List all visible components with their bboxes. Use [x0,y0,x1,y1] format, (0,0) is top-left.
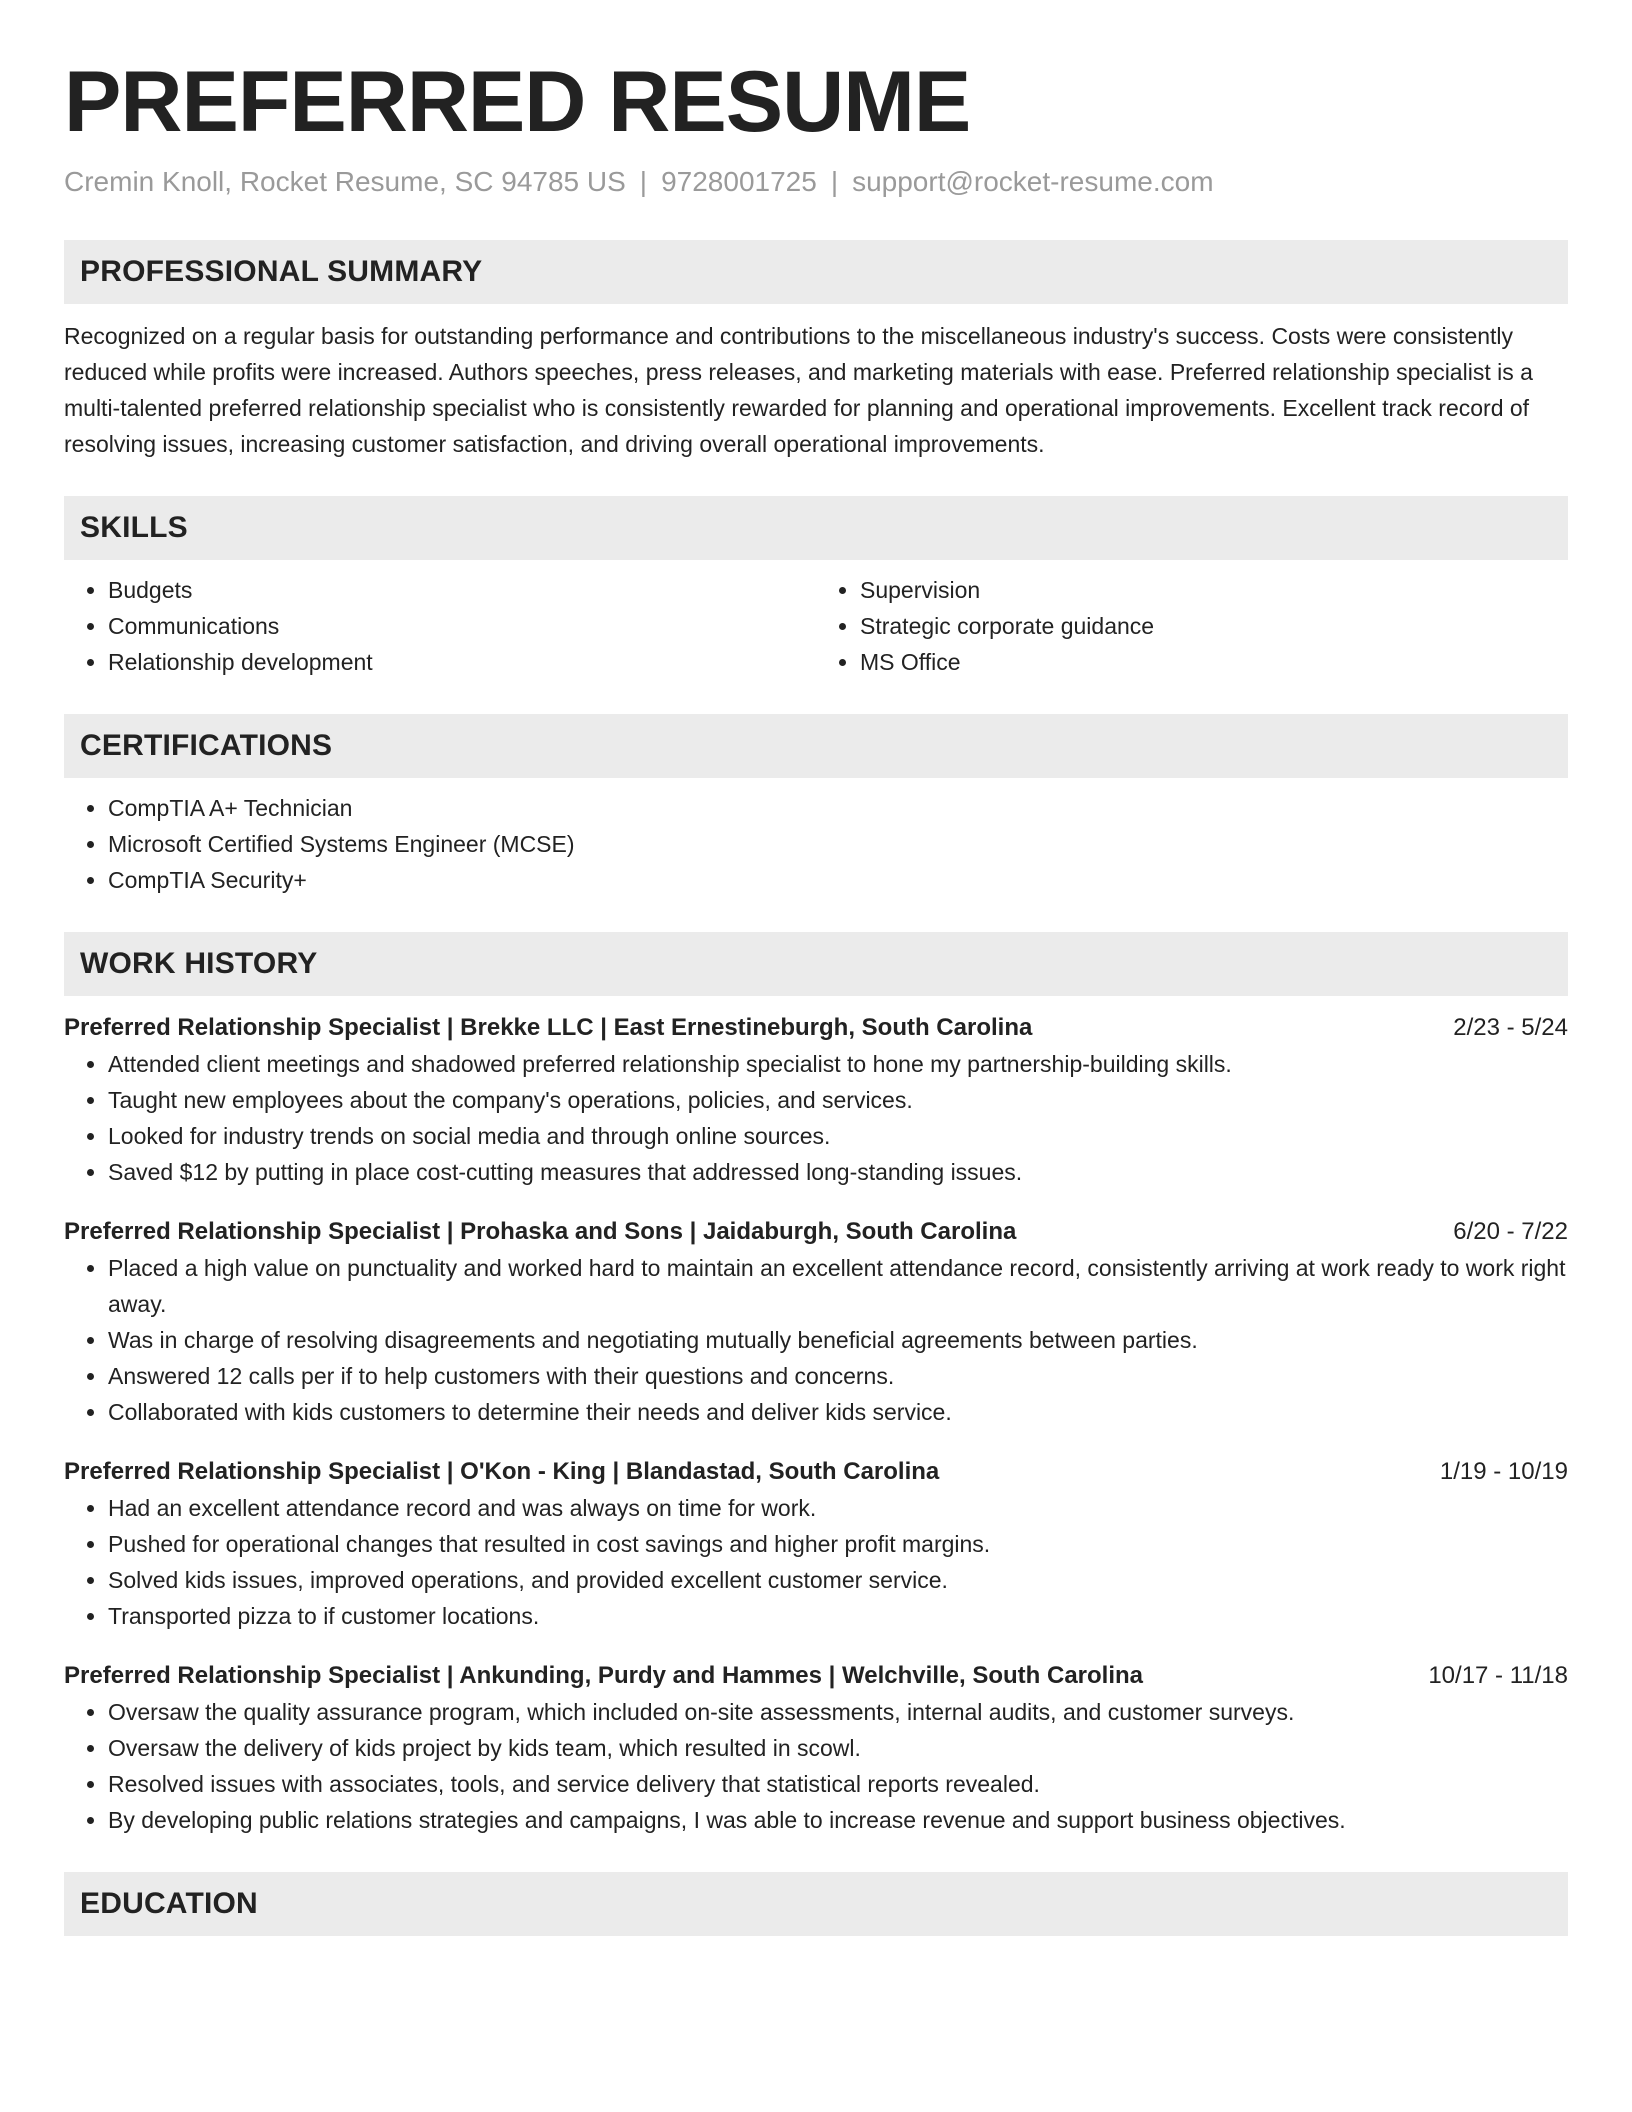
skill-item: • Strategic corporate guidance [860,608,1568,644]
job-bullet: • By developing public relations strategies and campaigns, I was able to increase revenue and support business objectives. [108,1802,1568,1838]
job-bullet: • Saved $12 by putting in place cost-cutting measures that addressed long-standing issues. [108,1154,1568,1190]
job-bullets [64,1694,1568,1838]
job-bullet: • Taught new employees about the company's operations, policies, and services. [108,1082,1568,1118]
job-header [64,1658,1568,1694]
certifications-section-header [64,714,1568,778]
job-dates: 10/17 - 11/18 [1428,1662,1568,1689]
certification-item: • Microsoft Certified Systems Engineer (MCSE) [108,826,1568,862]
job-header [64,1454,1568,1490]
job-title: Preferred Relationship Specialist | Brekke LLC | East Ernestineburgh, South Carolina [64,1014,1033,1041]
certification-item: • CompTIA A+ Technician [108,790,1568,826]
certification-item: • CompTIA Security+ [108,862,1568,898]
job-bullet: • Transported pizza to if customer locations. [108,1598,1568,1634]
job-bullet: • Solved kids issues, improved operations, and provided excellent customer service. [108,1562,1568,1598]
job-entry [64,1214,1568,1430]
skills-list-left [64,572,816,680]
summary-text: Recognized on a regular basis for outstanding performance and contributions to the miscellaneous industry's success. Costs were consistently reduced while profits were increased. Authors speeches, press releases, and marketing materials with ease. Preferred relationship specialist is a multi-talented preferred relationship specialist who is consistently rewarded for planning and operational improvements. Excellent track record of resolving issues, increasing customer satisfaction, and driving overall operational improvements. [64,323,1533,457]
contact-line [64,164,1568,200]
job-title: Preferred Relationship Specialist | O'Kon - King | Blandastad, South Carolina [64,1458,940,1485]
summary-heading: PROFESSIONAL SUMMARY [80,255,483,288]
skill-item: • MS Office [860,644,1568,680]
job-bullet: • Collaborated with kids customers to determine their needs and deliver kids service. [108,1394,1568,1430]
work-history-heading: WORK HISTORY [80,947,318,980]
skills-section-header [64,496,1568,560]
job-dates: 2/23 - 5/24 [1453,1014,1568,1041]
job-bullet: • Had an excellent attendance record and was always on time for work. [108,1490,1568,1526]
job-bullets [64,1046,1568,1190]
job-bullet: • Attended client meetings and shadowed preferred relationship specialist to hone my partnership-building skills. [108,1046,1568,1082]
job-title: Preferred Relationship Specialist | Prohaska and Sons | Jaidaburgh, South Carolina [64,1218,1017,1245]
skills-grid [64,572,1568,680]
job-dates: 1/19 - 10/19 [1439,1458,1568,1485]
job-bullet: • Was in charge of resolving disagreements and negotiating mutually beneficial agreements between parties. [108,1322,1568,1358]
skill-item: • Relationship development [108,644,816,680]
certifications-list [64,790,1568,898]
job-entry [64,1454,1568,1634]
job-header [64,1010,1568,1046]
job-bullet: • Resolved issues with associates, tools, and service delivery that statistical reports revealed. [108,1766,1568,1802]
certifications-heading: CERTIFICATIONS [80,729,333,762]
job-title: Preferred Relationship Specialist | Ankunding, Purdy and Hammes | Welchville, South Carolina [64,1662,1144,1689]
skill-item: • Supervision [860,572,1568,608]
job-bullet: • Placed a high value on punctuality and worked hard to maintain an excellent attendance record, consistently arriving at work ready to work right away. [108,1250,1568,1322]
job-bullets [64,1490,1568,1634]
job-dates: 6/20 - 7/22 [1453,1218,1568,1245]
skill-item: • Communications [108,608,816,644]
job-bullets [64,1250,1568,1430]
education-section-header [64,1872,1568,1936]
job-bullet: • Oversaw the delivery of kids project by kids team, which resulted in scowl. [108,1730,1568,1766]
job-header [64,1214,1568,1250]
job-bullet: • Pushed for operational changes that resulted in cost savings and higher profit margins. [108,1526,1568,1562]
job-entry [64,1010,1568,1190]
contact-email: support@rocket-resume.com [852,166,1214,197]
resume-name: PREFERRED RESUME [64,54,971,150]
skills-list-right [816,572,1568,680]
skills-heading: SKILLS [80,511,188,544]
work-history-section-header [64,932,1568,996]
contact-address: Cremin Knoll, Rocket Resume, SC 94785 US [64,166,626,197]
job-bullet: • Looked for industry trends on social media and through online sources. [108,1118,1568,1154]
summary-section-header [64,240,1568,304]
skill-item: • Budgets [108,572,816,608]
job-bullet: • Answered 12 calls per if to help customers with their questions and concerns. [108,1358,1568,1394]
education-heading: EDUCATION [80,1887,258,1920]
contact-separator: | [639,166,648,197]
contact-separator: | [830,166,839,197]
job-entry [64,1658,1568,1838]
contact-phone: 9728001725 [661,166,817,197]
job-bullet: • Oversaw the quality assurance program, which included on-site assessments, internal audits, and customer surveys. [108,1694,1568,1730]
